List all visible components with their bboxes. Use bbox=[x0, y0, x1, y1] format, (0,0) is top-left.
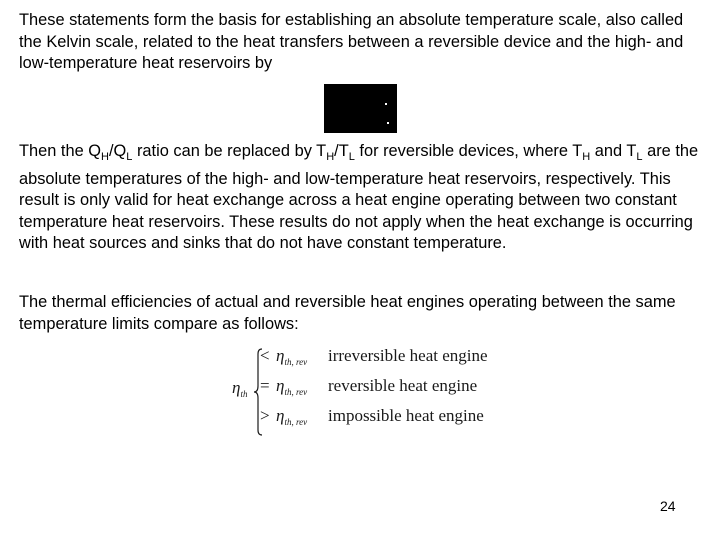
row-label: impossible heat engine bbox=[328, 406, 484, 425]
efficiency-row-impossible bbox=[260, 406, 484, 427]
equation-dot bbox=[385, 103, 387, 105]
page-number: 24 bbox=[660, 498, 676, 514]
text-run: for reversible devices, where T bbox=[354, 142, 583, 160]
equation-dot bbox=[387, 122, 389, 124]
eta-symbol: η bbox=[232, 378, 241, 397]
text-run: /T bbox=[334, 142, 349, 160]
row-label: reversible heat engine bbox=[328, 376, 478, 395]
subscript: H bbox=[326, 151, 335, 163]
text-run: ratio can be replaced by T bbox=[132, 142, 327, 160]
subscript: L bbox=[348, 151, 355, 163]
efficiency-comparison bbox=[230, 340, 520, 440]
subscript: L bbox=[636, 151, 643, 163]
paragraph-kelvin-scale bbox=[19, 10, 703, 75]
relation-symbol: = bbox=[260, 376, 270, 395]
subscript: H bbox=[582, 151, 591, 163]
equation-image-placeholder bbox=[324, 84, 397, 133]
text-run: Then the Q bbox=[19, 142, 102, 160]
eta-subscript: th, rev bbox=[284, 417, 308, 427]
eta-subscript: th, rev bbox=[284, 387, 308, 397]
text-run: and T bbox=[590, 142, 637, 160]
efficiency-row-irreversible bbox=[260, 346, 488, 367]
efficiency-row-reversible bbox=[260, 376, 478, 397]
eta-symbol: η bbox=[276, 376, 285, 395]
paragraph-text: The thermal efficiencies of actual and reversible heat engines operating between the same temperature limits compare as follows: bbox=[19, 293, 676, 333]
eta-symbol: η bbox=[276, 406, 285, 425]
paragraph-thermal-efficiencies bbox=[19, 292, 703, 335]
eta-th-symbol bbox=[232, 378, 247, 399]
row-label: irreversible heat engine bbox=[328, 346, 488, 365]
paragraph-text: These statements form the basis for establishing an absolute temperature scale, also called the Kelvin scale, related to the heat transfers between a reversible device and the high- and low-temperature heat reservoirs by bbox=[19, 11, 684, 72]
relation-symbol: > bbox=[260, 406, 270, 425]
text-run: /Q bbox=[108, 142, 127, 160]
eta-symbol: η bbox=[276, 346, 285, 365]
subscript: L bbox=[126, 151, 133, 163]
relation-symbol: < bbox=[260, 346, 270, 365]
subscript: H bbox=[101, 151, 109, 163]
paragraph-ratio-replacement bbox=[19, 141, 703, 255]
eta-subscript: th bbox=[240, 389, 248, 399]
eta-subscript: th, rev bbox=[284, 357, 308, 367]
text-run: are the absolute temperatures of the high- and low-temperature heat reservoirs, respectively. This result is only valid for heat exchange across a heat engine operating between two constant temperature heat reservoirs. These results do not apply when the heat exchange is occurring with heat sources and sinks that do not have constant temperature. bbox=[19, 142, 699, 252]
